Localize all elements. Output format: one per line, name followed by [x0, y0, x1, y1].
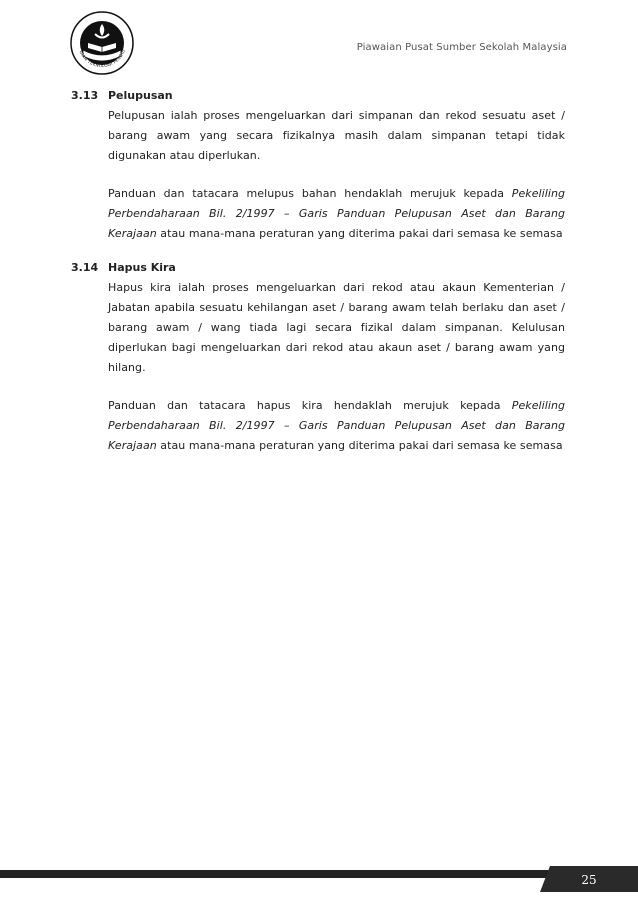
paragraph-text: Panduan dan tatacara hapus kira hendaklah merujuk kepada: [108, 399, 512, 412]
document-body: [71, 86, 565, 470]
paragraph: [108, 106, 565, 166]
page-number: 25: [581, 873, 597, 887]
paragraph-text: Pelupusan ialah proses mengeluarkan dari simpanan dan rekod sesuatu aset / barang awam yang secara fizikalnya masih dalam simpanan tetapi tidak digunakan atau diperlukan.: [108, 109, 565, 162]
paragraph: [108, 396, 565, 456]
section-hapus-kira: [71, 258, 565, 456]
section-number: 3.13: [71, 89, 99, 102]
circular-reference: Pekeliling Perbendaharaan Bil. 2/1997 – Garis Panduan Pelupusan Aset dan Barang Kerajaan: [108, 399, 565, 452]
circular-reference: Pekeliling Perbendaharaan Bil. 2/1997 – Garis Panduan Pelupusan Aset dan Barang Kerajaan: [108, 187, 565, 240]
logo-text: GIAN TEKNOLOGI PENDID: [78, 48, 127, 69]
paragraph: [108, 184, 565, 244]
paragraph: [108, 278, 565, 378]
paragraph-text: atau mana-mana peraturan yang diterima pakai dari semasa ke semasa: [156, 227, 563, 240]
paragraph-text: atau mana-mana peraturan yang diterima pakai dari semasa ke semasa: [156, 439, 563, 452]
section-heading: [71, 86, 565, 106]
paragraph-text: Hapus kira ialah proses mengeluarkan dari rekod atau akaun Kementerian / Jabatan apabila sesuatu kehilangan aset / barang awam telah berlaku dan aset / barang awam / wang tiada lagi secara fizikal dalam simpanan. Kelulusan diperlukan bagi mengeluarkan dari rekod atau akaun aset / barang awam yang hilang.: [108, 281, 565, 374]
section-title: Hapus Kira: [108, 261, 176, 274]
section-title: Pelupusan: [108, 89, 173, 102]
logo-emblem: [69, 10, 135, 76]
header-title: Piawaian Pusat Sumber Sekolah Malaysia: [356, 42, 567, 53]
section-heading: [71, 258, 565, 278]
section-pelupusan: [71, 86, 565, 244]
paragraph-text: Panduan dan tatacara melupus bahan hendaklah merujuk kepada: [108, 187, 512, 200]
section-number: 3.14: [71, 261, 99, 274]
